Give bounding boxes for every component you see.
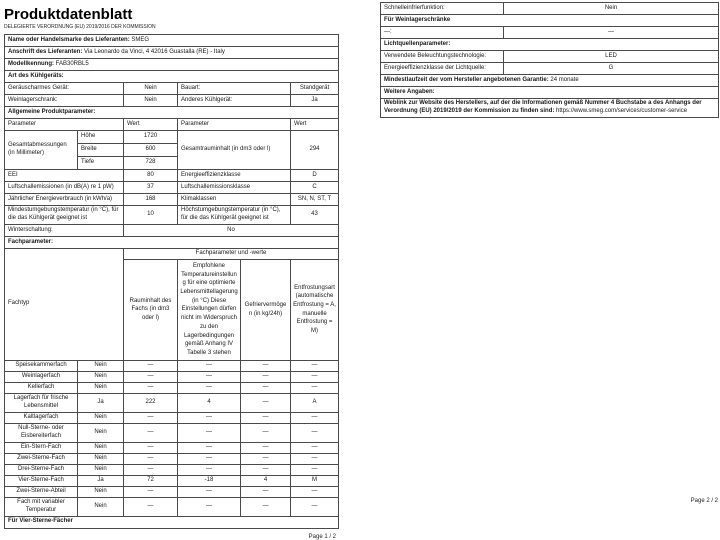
general-row bbox=[5, 170, 339, 182]
compartment-header-row bbox=[5, 237, 339, 249]
supplier-value: SMEG bbox=[131, 36, 150, 43]
col-header: Wert bbox=[124, 119, 178, 131]
param-value: C bbox=[291, 182, 339, 194]
compartment-temp: — bbox=[178, 497, 241, 516]
compartment-type: Zwei-Sterne-Abteil bbox=[5, 486, 78, 497]
more-header: Weitere Angaben: bbox=[381, 87, 719, 99]
compartment-freeze: — bbox=[241, 486, 291, 497]
compartment-freeze: — bbox=[241, 423, 291, 442]
datasheet-page-1 bbox=[4, 6, 338, 540]
warranty-cell bbox=[381, 75, 719, 87]
compartment-row bbox=[5, 464, 339, 475]
compartment-defrost: — bbox=[291, 382, 339, 393]
compartment-volume: 72 bbox=[124, 475, 178, 486]
compartment-type: Drei-Sterne-Fach bbox=[5, 464, 78, 475]
dimension-name: Höhe bbox=[78, 131, 124, 144]
param-label: Bauart: bbox=[178, 83, 291, 95]
compartment-temp: — bbox=[178, 412, 241, 423]
address-cell bbox=[5, 47, 339, 59]
compartment-row bbox=[5, 360, 339, 371]
type-row bbox=[5, 95, 339, 107]
compartment-temp: — bbox=[178, 382, 241, 393]
compartment-volume: — bbox=[124, 360, 178, 371]
compartment-present: Nein bbox=[78, 453, 124, 464]
compartment-freeze: — bbox=[241, 371, 291, 382]
group-header: Fachparameter und -werte bbox=[124, 249, 339, 260]
compartment-type: Ein-Stern-Fach bbox=[5, 442, 78, 453]
param-label: EEI bbox=[5, 170, 124, 182]
compartment-type: Fach mit variabler Temperatur bbox=[5, 497, 78, 516]
light-row bbox=[381, 63, 719, 75]
dimension-value: 600 bbox=[124, 144, 178, 157]
param-label: Luftschallemissionsklasse bbox=[178, 182, 291, 194]
compartment-defrost: — bbox=[291, 412, 339, 423]
compartment-defrost: — bbox=[291, 442, 339, 453]
type-header-row bbox=[5, 71, 339, 83]
winter-label: Winterschaltung: bbox=[5, 225, 124, 237]
compartment-defrost: M bbox=[291, 475, 339, 486]
compartment-defrost: — bbox=[291, 371, 339, 382]
compartment-volume: — bbox=[124, 442, 178, 453]
compartment-row bbox=[5, 453, 339, 464]
compartment-present: Nein bbox=[78, 360, 124, 371]
compartment-volume: — bbox=[124, 382, 178, 393]
compartment-row bbox=[5, 371, 339, 382]
winter-row bbox=[5, 225, 339, 237]
compartment-present: Nein bbox=[78, 371, 124, 382]
wine-header-row bbox=[381, 15, 719, 27]
dimensions-row bbox=[5, 131, 339, 144]
col-header-volume: Rauminhalt des Fachs (in dm3 oder l) bbox=[124, 260, 178, 361]
wine-value: — bbox=[504, 27, 719, 39]
compartment-row bbox=[5, 382, 339, 393]
param-value: Nein bbox=[124, 83, 178, 95]
compartment-present: Nein bbox=[78, 442, 124, 453]
product-info-table bbox=[4, 34, 339, 529]
light-row bbox=[381, 51, 719, 63]
compartment-type: Null-Sterne- oder Eisbereiterfach bbox=[5, 423, 78, 442]
param-value: 10 bbox=[124, 206, 178, 225]
compartment-temp: — bbox=[178, 442, 241, 453]
page-number-2: Page 2 / 2 bbox=[690, 498, 718, 504]
compartment-type: Kellerfach bbox=[5, 382, 78, 393]
column-header-row bbox=[5, 119, 339, 131]
compartment-volume: — bbox=[124, 423, 178, 442]
param-value: Nein bbox=[124, 95, 178, 107]
model-cell bbox=[5, 59, 339, 71]
compartment-freeze: — bbox=[241, 382, 291, 393]
compartment-present: Nein bbox=[78, 412, 124, 423]
light-class-value: G bbox=[504, 63, 719, 75]
compartment-defrost: — bbox=[291, 486, 339, 497]
supplier-row bbox=[5, 35, 339, 47]
param-label: Weinlagerschrank: bbox=[5, 95, 124, 107]
compartment-type: Lagerfach für frische Lebensmittel bbox=[5, 393, 78, 412]
type-header: Art des Kühlgeräts: bbox=[5, 71, 339, 83]
compartment-volume: — bbox=[124, 412, 178, 423]
compartment-freeze: 4 bbox=[241, 475, 291, 486]
compartment-defrost: — bbox=[291, 497, 339, 516]
compartment-defrost: A bbox=[291, 393, 339, 412]
col-header: Parameter bbox=[5, 119, 124, 131]
param-value: 37 bbox=[124, 182, 178, 194]
compartment-present: Nein bbox=[78, 497, 124, 516]
col-header-temp: Empfohlene Temperatureinstellung für eine optimierte Lebensmittellagerung (in °C) Diese Einstellungen dürfen nicht im Widerspruch zu den Lagerbedingungen gemäß Anhang IV Tabelle 3 stehen bbox=[178, 260, 241, 361]
general-row bbox=[5, 182, 339, 194]
general-header-row bbox=[5, 107, 339, 119]
general-header: Allgemeine Produktparameter: bbox=[5, 107, 339, 119]
compartment-temp: — bbox=[178, 371, 241, 382]
fast-freeze-value: Nein bbox=[504, 3, 719, 15]
col-header: Parameter bbox=[178, 119, 291, 131]
param-value: 168 bbox=[124, 194, 178, 206]
compartment-present: Ja bbox=[78, 393, 124, 412]
param-label: Geräuscharmes Gerät: bbox=[5, 83, 124, 95]
type-row bbox=[5, 83, 339, 95]
compartment-row bbox=[5, 497, 339, 516]
weblink-row bbox=[381, 99, 719, 118]
compartment-temp: — bbox=[178, 423, 241, 442]
compartment-type: Speisekammerfach bbox=[5, 360, 78, 371]
param-value: Ja bbox=[291, 95, 339, 107]
dimension-name: Breite bbox=[78, 144, 124, 157]
compartment-freeze: — bbox=[241, 497, 291, 516]
page2-table bbox=[380, 2, 719, 118]
supplier-label: Name oder Handelsmarke des Lieferanten: bbox=[8, 36, 130, 43]
compartment-freeze: — bbox=[241, 393, 291, 412]
compartment-volume: — bbox=[124, 486, 178, 497]
compartment-present: Nein bbox=[78, 382, 124, 393]
compartment-temp: — bbox=[178, 453, 241, 464]
compartment-present: Nein bbox=[78, 423, 124, 442]
compartment-freeze: — bbox=[241, 412, 291, 423]
dimension-name: Tiefe bbox=[78, 157, 124, 170]
compartment-defrost: — bbox=[291, 464, 339, 475]
four-star-footer: Für Vier-Sterne-Fächer bbox=[5, 516, 339, 528]
warranty-row bbox=[381, 75, 719, 87]
compartment-row bbox=[5, 393, 339, 412]
param-label: Energieeffizienzklasse bbox=[178, 170, 291, 182]
warranty-label: Mindestlaufzeit der vom Hersteller angebotenen Garantie: bbox=[384, 76, 549, 83]
datasheet-page-2 bbox=[380, 2, 718, 118]
address-value: Via Leonardo da Vinci, 4 42016 Guastalla (RE) - Italy bbox=[84, 48, 225, 55]
model-label: Modellkennung: bbox=[8, 60, 54, 67]
light-class-label: Energieeffizienzklasse der Lichtquelle: bbox=[381, 63, 504, 75]
compartment-temp: — bbox=[178, 464, 241, 475]
general-row bbox=[5, 206, 339, 225]
param-value: 43 bbox=[291, 206, 339, 225]
param-label: Anderes Kühlgerät: bbox=[178, 95, 291, 107]
col-header-defrost: Entfrostungsart (automatische Entfrostung = A, manuelle Entfrostung = M) bbox=[291, 260, 339, 361]
dimensions-label: Gesamtabmessungen (in Millimeter) bbox=[5, 131, 78, 170]
compartment-temp: -18 bbox=[178, 475, 241, 486]
compartment-row bbox=[5, 486, 339, 497]
regulation-subtitle: DELEGIERTE VERORDNUNG (EU) 2019/2016 DER KOMMISSION bbox=[4, 24, 156, 30]
compartment-volume: 222 bbox=[124, 393, 178, 412]
wine-label: —: bbox=[381, 27, 504, 39]
param-label: Klimaklassen bbox=[178, 194, 291, 206]
param-value: Standgerät bbox=[291, 83, 339, 95]
weblink-label: Weblink zur Website des Herstellers, auf der die Informationen gemäß Nummer 4 Buchstabe a des Anhangs der Verordnung (EU) 2019/2019 der Kommission zu finden sind: bbox=[384, 100, 702, 114]
light-tech-label: Verwendete Beleuchtungstechnologie: bbox=[381, 51, 504, 63]
four-star-footer-row bbox=[5, 516, 339, 528]
compartment-freeze: — bbox=[241, 464, 291, 475]
compartment-volume: — bbox=[124, 497, 178, 516]
fachtyp-header: Fachtyp bbox=[5, 249, 124, 361]
param-value: D bbox=[291, 170, 339, 182]
winter-value: No bbox=[124, 225, 339, 237]
compartment-type: Kaltlagerfach bbox=[5, 412, 78, 423]
fast-freeze-row bbox=[381, 3, 719, 15]
volume-value: 294 bbox=[291, 131, 339, 170]
param-value: SN, N, ST, T bbox=[291, 194, 339, 206]
volume-label: Gesamtrauminhalt (in dm3 oder l) bbox=[178, 131, 291, 170]
compartment-freeze: — bbox=[241, 442, 291, 453]
compartment-present: Nein bbox=[78, 464, 124, 475]
param-label: Höchstumgebungstemperatur (in °C), für die das Kühlgerät geeignet ist bbox=[178, 206, 291, 225]
address-row bbox=[5, 47, 339, 59]
compartment-type: Weinlagerfach bbox=[5, 371, 78, 382]
page-number-1: Page 1 / 2 bbox=[308, 533, 336, 540]
compartment-row bbox=[5, 423, 339, 442]
supplier-cell bbox=[5, 35, 339, 47]
compartment-defrost: — bbox=[291, 423, 339, 442]
wine-header: Für Weinlagerschränke bbox=[381, 15, 719, 27]
manufacturer-weblink[interactable]: https://www.smeg.com/services/customer-service bbox=[556, 107, 688, 114]
compartment-header: Fachparameter: bbox=[5, 237, 339, 249]
compartment-row bbox=[5, 475, 339, 486]
compartment-present: Nein bbox=[78, 486, 124, 497]
compartment-volume: — bbox=[124, 453, 178, 464]
fast-freeze-label: Schnelleinfrierfunktion: bbox=[381, 3, 504, 15]
compartment-present: Ja bbox=[78, 475, 124, 486]
model-value: FAB30RBL5 bbox=[55, 60, 89, 67]
more-header-row bbox=[381, 87, 719, 99]
compartment-group-header-row bbox=[5, 249, 339, 260]
param-label: Luftschallemissionen (in dB(A) re 1 pW) bbox=[5, 182, 124, 194]
col-header: Wert bbox=[291, 119, 339, 131]
col-header-freeze: Gefriervermögen (in kg/24h) bbox=[241, 260, 291, 361]
weblink-cell bbox=[381, 99, 719, 118]
compartment-defrost: — bbox=[291, 453, 339, 464]
compartment-temp: — bbox=[178, 360, 241, 371]
dimension-value: 1720 bbox=[124, 131, 178, 144]
compartment-freeze: — bbox=[241, 453, 291, 464]
warranty-value: 24 monate bbox=[550, 76, 579, 83]
compartment-volume: — bbox=[124, 464, 178, 475]
compartment-row bbox=[5, 412, 339, 423]
compartment-type: Zwei-Sterne-Fach bbox=[5, 453, 78, 464]
wine-row bbox=[381, 27, 719, 39]
compartment-defrost: — bbox=[291, 360, 339, 371]
compartment-freeze: — bbox=[241, 360, 291, 371]
compartment-temp: — bbox=[178, 486, 241, 497]
compartment-volume: — bbox=[124, 371, 178, 382]
address-label: Anschrift des Lieferanten: bbox=[8, 48, 83, 55]
general-row bbox=[5, 194, 339, 206]
light-header-row bbox=[381, 39, 719, 51]
param-value: 80 bbox=[124, 170, 178, 182]
light-tech-value: LED bbox=[504, 51, 719, 63]
light-header: Lichtquellenparameter: bbox=[381, 39, 719, 51]
compartment-temp: 4 bbox=[178, 393, 241, 412]
page-title: Produktdatenblatt bbox=[4, 6, 133, 23]
compartment-row bbox=[5, 442, 339, 453]
param-label: Jährlicher Energieverbrauch (in kWh/a) bbox=[5, 194, 124, 206]
compartment-type: Vier-Sterne-Fach bbox=[5, 475, 78, 486]
model-row bbox=[5, 59, 339, 71]
dimension-value: 728 bbox=[124, 157, 178, 170]
param-label: Mindestumgebungstemperatur (in °C), für die das Kühlgerät geeignet ist bbox=[5, 206, 124, 225]
